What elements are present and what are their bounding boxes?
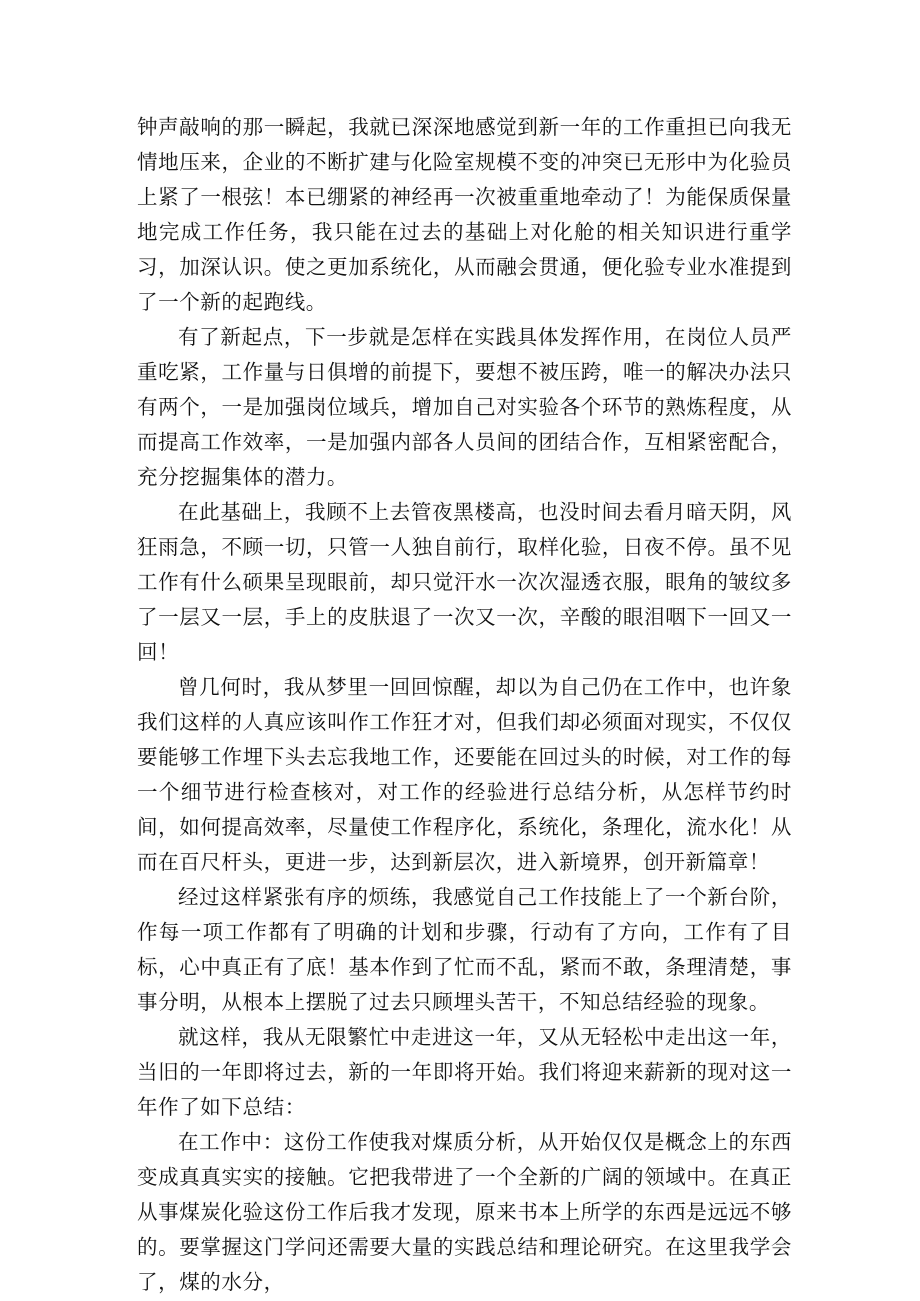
document-body (137, 110, 792, 1300)
paragraph-4: 曾几何时，我从梦里一回回惊醒，却以为自己仍在工作中，也许象我们这样的人真应该叫作工作狂才对，但我们却必须面对现实，不仅仅要能够工作埋下头去忘我地工作，还要能在回过头的时候，对工作的每一个细节进行检查核对，对工作的经验进行总结分析，从怎样节约时间，如何提高效率，尽量使工作程序化，系统化，条理化，流水化！从而在百尺杆头，更进一步，达到新层次，进入新境界，创开新篇章！ (137, 675, 792, 874)
paragraph-2: 有了新起点，下一步就是怎样在实践具体发挥作用，在岗位人员严重吃紧，工作量与日俱增的前提下，要想不被压跨，唯一的解决办法只有两个，一是加强岗位域兵，增加自己对实验各个环节的熟炼程度，从而提高工作效率，一是加强内部各人员间的团结合作，互相紧密配合，充分挖掘集体的潜力。 (137, 325, 792, 489)
paragraph-5: 经过这样紧张有序的烦练，我感觉自己工作技能上了一个新台阶，作每一项工作都有了明确的计划和步骤，行动有了方向，工作有了目标，心中真正有了底！基本作到了忙而不乱，紧而不敢，条理清楚，事事分明，从根本上摆脱了过去只顾埋头苦干，不知总结经验的现象。 (137, 885, 792, 1014)
paragraph-1: 钟声敲响的那一瞬起，我就已深深地感觉到新一年的工作重担已向我无情地压来，企业的不断扩建与化险室规模不变的冲突已无形中为化验员上紧了一根弦！本已绷紧的神经再一次被重重地牵动了！为能保质保量地完成工作任务，我只能在过去的基础上对化舱的相关知识进行重学习，加深认识。使之更加系统化，从而融会贯通，便化验专业水准提到了一个新的起跑线。 (137, 115, 792, 314)
paragraph-7: 在工作中：这份工作使我对煤质分析，从开始仅仅是概念上的东西变成真真实实的接触。它把我带进了一个全新的广阔的领域中。在真正从事煤炭化验这份工作后我才发现，原来书本上所学的东西是远远不够的。要掌握这门学问还需要大量的实践总结和理论研究。在这里我学会了，煤的水分， (137, 1130, 792, 1294)
paragraph-3: 在此基础上，我顾不上去管夜黑楼高，也没时间去看月暗天阴，风狂雨急，不顾一切，只管一人独自前行，取样化验，日夜不停。虽不见工作有什么硕果呈现眼前，却只觉汗水一次次湿透衣服，眼角的皱纹多了一层又一层，手上的皮肤退了一次又一次，辛酸的眼泪咽下一回又一回！ (137, 500, 792, 664)
paragraph-6: 就这样，我从无限繁忙中走进这一年，又从无轻松中走出这一年，当旧的一年即将过去，新的一年即将开始。我们将迎来薪新的现对这一年作了如下总结： (137, 1025, 792, 1119)
